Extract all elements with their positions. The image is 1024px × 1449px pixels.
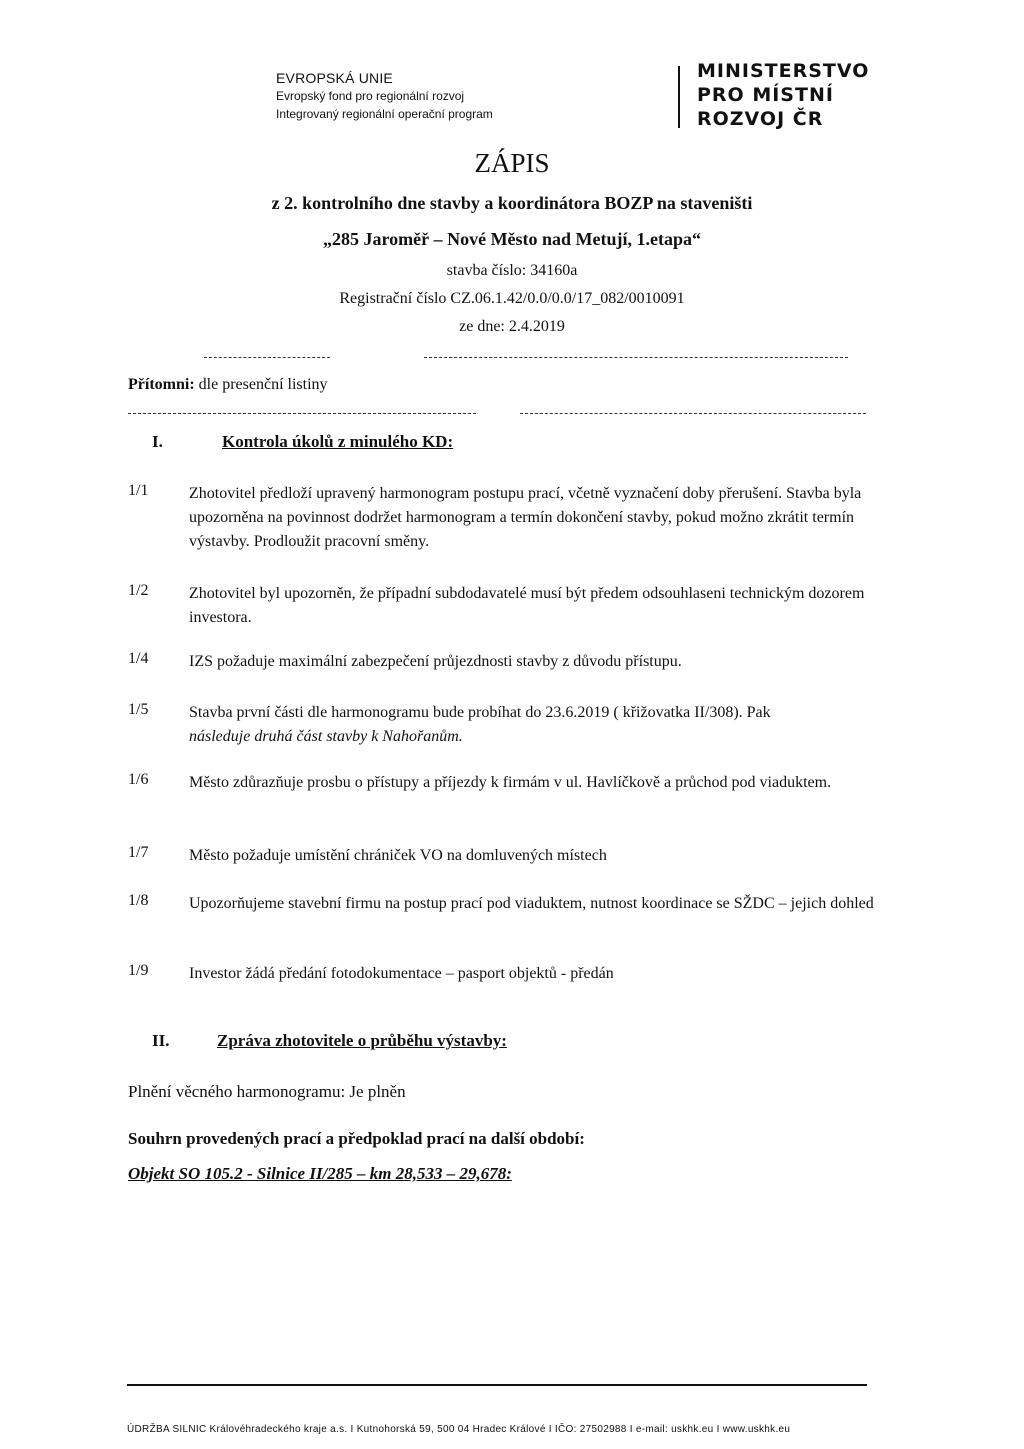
section-2-heading: Zpráva zhotovitele o průběhu výstavby: bbox=[217, 1031, 507, 1050]
registration-number: Registrační číslo CZ.06.1.42/0.0/0.0/17_082/0010091 bbox=[339, 290, 685, 307]
footer-rule bbox=[127, 1384, 867, 1386]
eu-program-line: Integrovaný regionální operační program bbox=[276, 107, 493, 121]
item-text: IZS požaduje maximální zabezpečení průjezdnosti stavby z důvodu přístupu. bbox=[189, 653, 682, 670]
dash-divider bbox=[204, 357, 330, 358]
item-text: Zhotovitel byl upozorněn, že případní subdodavatelé musí být předem odsouhlaseni technickým dozorem investora. bbox=[189, 585, 865, 626]
section-1-heading: Kontrola úkolů z minulého KD: bbox=[222, 432, 454, 451]
item-number: 1/8 bbox=[128, 892, 149, 909]
summary-line: Souhrn provedených prací a předpoklad prací na další období: bbox=[128, 1129, 585, 1148]
present-value: dle presenční listiny bbox=[198, 376, 328, 393]
item-text: Stavba první části dle harmonogramu bude probíhat do 23.6.2019 ( křižovatka II/308). Pak bbox=[189, 704, 771, 721]
item-text: Zhotovitel předloží upravený harmonogram postupu prací, včetně vyznačení doby přerušení. Stavba byla upozorněna na povinnost dodržet harmonogram a termín dokončení stavby, pokud možno zkrátit termín výstavby. Prodloužit pracovní směny. bbox=[189, 485, 862, 550]
ministry-line-3: ROZVOJ ČR bbox=[697, 108, 824, 130]
footer-text: ÚDRŽBA SILNIC Královéhradeckého kraje a.s. I Kutnohorská 59, 500 04 Hradec Králové I IČO: 27502988 I e-mail: uskhk.eu I www.uskhk.eu bbox=[127, 1424, 791, 1435]
doc-subtitle: z 2. kontrolního dne stavby a koordinátora BOZP na staveništi bbox=[271, 193, 753, 213]
eu-fund-line: Evropský fond pro regionální rozvoj bbox=[276, 89, 465, 103]
section-1-number: I. bbox=[152, 432, 163, 451]
progress-line: Plnění věcného harmonogramu: Je plněn bbox=[128, 1082, 406, 1101]
item-text: Investor žádá předání fotodokumentace – pasport objektů - předán bbox=[189, 965, 614, 982]
dash-divider bbox=[424, 357, 848, 358]
ministry-line-2: PRO MÍSTNÍ bbox=[697, 84, 834, 106]
object-line: Objekt SO 105.2 - Silnice II/285 – km 28,533 – 29,678: bbox=[128, 1164, 512, 1183]
dash-divider bbox=[520, 413, 866, 414]
build-number: stavba číslo: 34160a bbox=[446, 262, 578, 279]
item-text: Město požaduje umístění chrániček VO na domluvených místech bbox=[189, 847, 607, 864]
item-number: 1/4 bbox=[128, 650, 149, 667]
item-number: 1/7 bbox=[128, 844, 149, 861]
header-divider bbox=[678, 66, 680, 128]
item-text: Město zdůrazňuje prosbu o přístupy a příjezdy k firmám v ul. Havlíčkově a průchod pod viaduktem. bbox=[189, 774, 832, 791]
present-label: Přítomni: bbox=[128, 376, 195, 393]
item-number: 1/1 bbox=[128, 482, 149, 499]
item-number: 1/6 bbox=[128, 771, 149, 788]
doc-title: ZÁPIS bbox=[474, 148, 550, 178]
doc-date: ze dne: 2.4.2019 bbox=[459, 318, 565, 335]
section-2-number: II. bbox=[152, 1031, 170, 1050]
item-text-continuation: následuje druhá část stavby k Nahořanům. bbox=[189, 728, 463, 745]
project-name: „285 Jaroměř – Nové Město nad Metují, 1.etapa“ bbox=[322, 229, 702, 249]
ministry-line-1: MINISTERSTVO bbox=[697, 60, 870, 82]
item-number: 1/2 bbox=[128, 582, 149, 599]
dash-divider bbox=[128, 413, 476, 414]
present-row bbox=[128, 376, 328, 394]
item-number: 1/5 bbox=[128, 701, 149, 718]
eu-title: EVROPSKÁ UNIE bbox=[276, 70, 393, 86]
item-number: 1/9 bbox=[128, 962, 149, 979]
item-text: Upozorňujeme stavební firmu na postup prací pod viaduktem, nutnost koordinace se SŽDC – jejich dohled bbox=[189, 895, 874, 912]
